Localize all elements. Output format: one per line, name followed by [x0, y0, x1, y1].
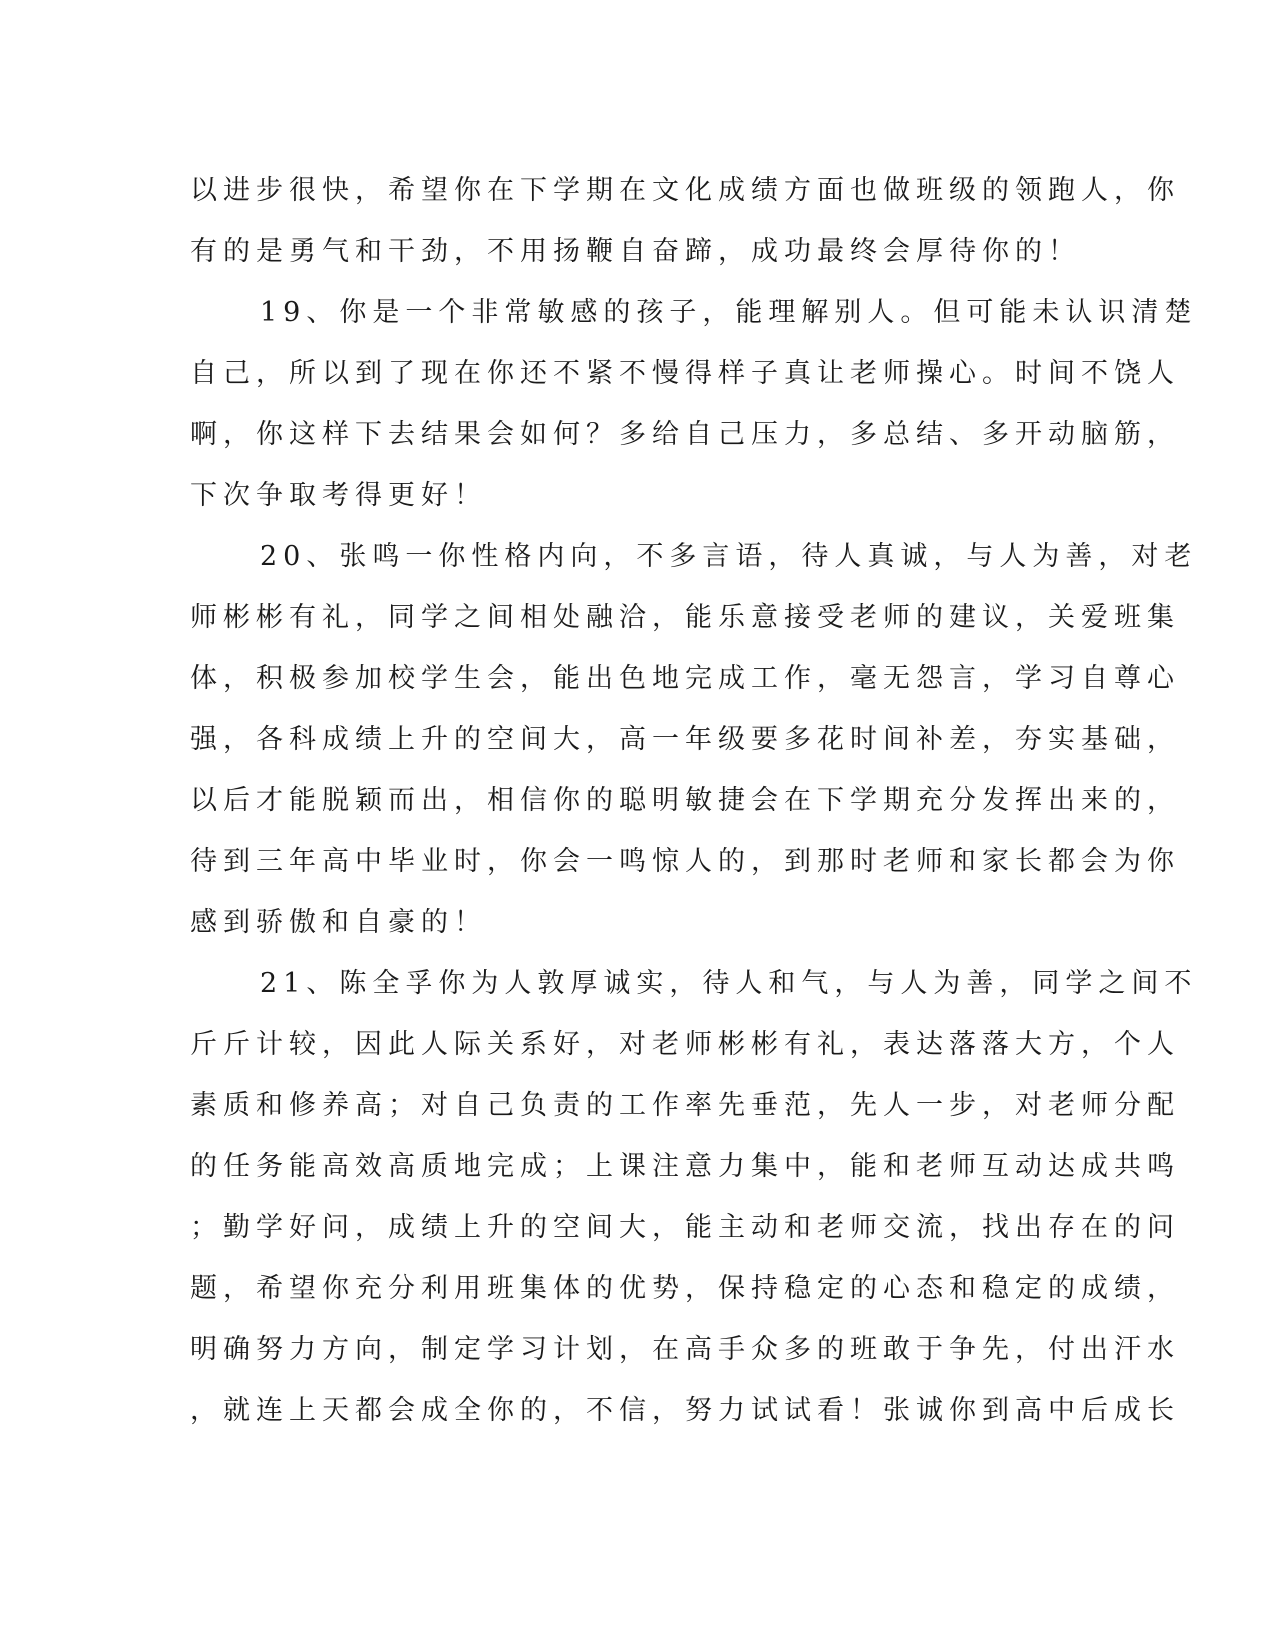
text-line: 待到三年高中毕业时，你会一鸣惊人的，到那时老师和家长都会为你: [190, 846, 1180, 877]
text-line: 自己，所以到了现在你还不紧不慢得样子真让老师操心。时间不饶人: [190, 358, 1180, 389]
text-line: ，就连上天都会成全你的，不信，努力试试看！张诚你到高中后成长: [190, 1395, 1180, 1426]
text-line: 感到骄傲和自豪的！: [190, 907, 487, 938]
paragraph-20-start: 20、张鸣一你性格内向，不多言语，待人真诚，与人为善，对老: [260, 541, 1198, 572]
text-line: 以进步很快，希望你在下学期在文化成绩方面也做班级的领跑人，你: [190, 175, 1180, 206]
text-line: 的任务能高效高质地完成；上课注意力集中，能和老师互动达成共鸣: [190, 1151, 1180, 1182]
text-line: 啊，你这样下去结果会如何？多给自己压力，多总结、多开动脑筋，: [190, 419, 1180, 450]
paragraph-21-start: 21、陈全孚你为人敦厚诚实，待人和气，与人为善，同学之间不: [260, 968, 1198, 999]
text-line: 题，希望你充分利用班集体的优势，保持稳定的心态和稳定的成绩，: [190, 1273, 1180, 1304]
text-line: 明确努力方向，制定学习计划，在高手众多的班敢于争先，付出汗水: [190, 1334, 1180, 1365]
paragraph-19-start: 19、你是一个非常敏感的孩子，能理解别人。但可能未认识清楚: [260, 297, 1198, 328]
text-line: 体，积极参加校学生会，能出色地完成工作，毫无怨言，学习自尊心: [190, 663, 1180, 694]
text-line: 以后才能脱颖而出，相信你的聪明敏捷会在下学期充分发挥出来的，: [190, 785, 1180, 816]
text-line: 强，各科成绩上升的空间大，高一年级要多花时间补差，夯实基础，: [190, 724, 1180, 755]
body-text: [190, 160, 1198, 1441]
text-line: 斤斤计较，因此人际关系好，对老师彬彬有礼，表达落落大方，个人: [190, 1029, 1180, 1060]
text-line: 下次争取考得更好！: [190, 480, 487, 511]
text-line: 师彬彬有礼，同学之间相处融洽，能乐意接受老师的建议，关爱班集: [190, 602, 1180, 633]
text-line: ；勤学好问，成绩上升的空间大，能主动和老师交流，找出存在的问: [190, 1212, 1180, 1243]
text-line: 有的是勇气和干劲，不用扬鞭自奋蹄，成功最终会厚待你的！: [190, 236, 1081, 267]
text-line: 素质和修养高；对自己负责的工作率先垂范，先人一步，对老师分配: [190, 1090, 1180, 1121]
